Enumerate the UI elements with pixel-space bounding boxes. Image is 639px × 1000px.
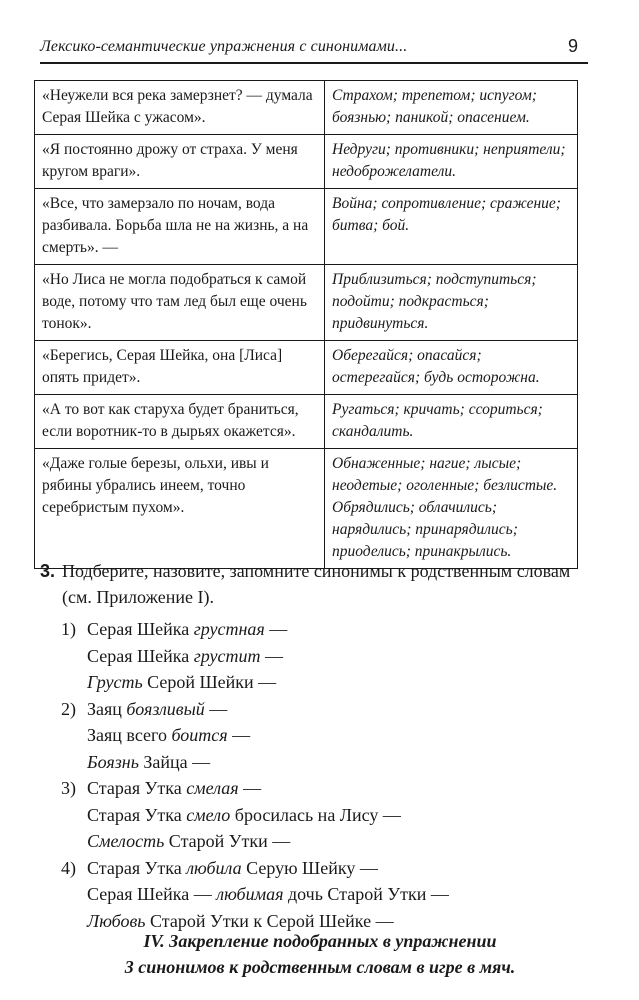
running-title: Лексико-семантические упражнения с синонимами...: [40, 38, 408, 55]
exercise-number: 3.: [40, 561, 56, 581]
table-row: [35, 395, 578, 449]
line-emphasis: Смелость: [87, 831, 165, 851]
item-line: [87, 696, 250, 723]
quote-cell: «Берегись, Серая Шейка, она [Лиса] опять придет».: [35, 341, 325, 395]
exercise-item: [61, 855, 600, 935]
synonym-table: [34, 80, 578, 569]
quote-cell: «Даже голые березы, ольхи, ивы и рябины убрались инеем, точно серебристым пухом».: [35, 449, 325, 569]
section-iv-line-1: IV. Закрепление подобранных в упражнении: [143, 931, 497, 951]
item-line: [87, 616, 287, 643]
item-line: [87, 881, 449, 908]
line-text: Зайца —: [138, 751, 211, 772]
line-emphasis: Грусть: [87, 672, 143, 692]
item-number: 4): [61, 857, 76, 878]
line-text: Серую Шейку —: [241, 857, 378, 878]
quote-cell: «Неужели вся река замерзнет? — думала Серая Шейка с ужасом».: [35, 81, 325, 135]
exercise-item: [61, 696, 600, 776]
line-text: Старой Утки —: [164, 831, 291, 851]
line-text: —: [204, 698, 228, 719]
line-emphasis: любимая: [216, 884, 284, 904]
line-text: Старая Утка: [87, 804, 187, 825]
line-text: —: [227, 725, 251, 745]
page-number: 9: [567, 36, 578, 56]
table-row: [35, 341, 578, 395]
section-iv-heading: [50, 928, 590, 980]
line-emphasis: Боязнь: [87, 751, 139, 772]
line-text: дочь Старой Утки —: [283, 884, 449, 904]
item-line: [87, 775, 401, 802]
synonyms-cell: Приблизиться; подступиться; подойти; подкрасться; придвинуться.: [325, 265, 578, 341]
item-line: [87, 802, 401, 829]
quote-cell: «Все, что замерзало по ночам, вода разбивала. Борьба шла не на жизнь, а на смерть». —: [35, 189, 325, 265]
section-iv-line-2: 3 синонимов к родственным словам в игре в мяч.: [124, 957, 516, 977]
line-emphasis: смело: [186, 804, 231, 825]
line-emphasis: любила: [186, 857, 242, 878]
line-emphasis: боязливый: [126, 698, 205, 719]
line-emphasis: Любовь: [87, 910, 146, 931]
line-text: Серая Шейка: [87, 619, 194, 639]
table-row: [35, 81, 578, 135]
line-text: Старой Утки к Серой Шейке —: [145, 910, 394, 931]
synonyms-cell: Недруги; противники; неприятели; недоброжелатели.: [325, 135, 578, 189]
line-text: Серой Шейки —: [142, 672, 277, 692]
page-header: [40, 36, 588, 64]
table-row: [35, 449, 578, 569]
line-text: Старая Утка: [87, 778, 187, 798]
line-text: —: [264, 619, 288, 639]
synonyms-cell: Ругаться; кричать; ссориться; скандалить.: [325, 395, 578, 449]
synonyms-cell: Обнаженные; нагие; лысые; неодетые; оголенные; безлистые. Обрядились; облачились; нарядились; принарядились; приоделись; принакрылись.: [325, 449, 578, 569]
line-text: —: [238, 778, 262, 798]
line-emphasis: грустная: [193, 619, 265, 639]
quote-cell: «А то вот как старуха будет браниться, если воротник-то в дырьях окажется».: [35, 395, 325, 449]
line-text: бросилась на Лису —: [230, 804, 401, 825]
exercise-item: [61, 775, 600, 855]
item-number: 1): [61, 619, 76, 639]
line-text: Серая Шейка: [87, 645, 194, 666]
item-line: [87, 828, 401, 855]
item-line: [87, 643, 287, 670]
exercise-3: [40, 558, 600, 934]
table-row: [35, 135, 578, 189]
line-emphasis: боится: [171, 725, 228, 745]
quote-cell: «Но Лиса не могла подобраться к самой воде, потому что там лед был еще очень тонок».: [35, 265, 325, 341]
exercise-items: [61, 616, 600, 934]
quote-cell: «Я постоянно дрожу от страха. У меня кругом враги».: [35, 135, 325, 189]
item-number: 3): [61, 778, 76, 798]
synonyms-cell: Война; сопротивление; сражение; битва; бой.: [325, 189, 578, 265]
item-line: [87, 855, 449, 882]
line-text: —: [260, 645, 283, 666]
synonyms-cell: Страхом; трепетом; испугом; боязнью; паникой; опасением.: [325, 81, 578, 135]
item-number: 2): [61, 698, 76, 719]
line-emphasis: смелая: [186, 778, 239, 798]
exercise-task: Подберите, назовите, запомните синонимы к родственным словам (см. Приложение I).: [62, 561, 571, 607]
synonyms-cell: Оберегайся; опасайся; остерегайся; будь осторожна.: [325, 341, 578, 395]
item-line: [87, 669, 287, 696]
line-emphasis: грустит: [193, 645, 261, 666]
line-text: Заяц всего: [87, 725, 172, 745]
exercise-item: [61, 616, 600, 696]
line-text: Старая Утка: [87, 857, 187, 878]
line-text: Заяц: [87, 698, 127, 719]
table-row: [35, 265, 578, 341]
line-text: Серая Шейка —: [87, 884, 217, 904]
item-line: [87, 722, 250, 749]
table-row: [35, 189, 578, 265]
item-line: [87, 749, 250, 776]
